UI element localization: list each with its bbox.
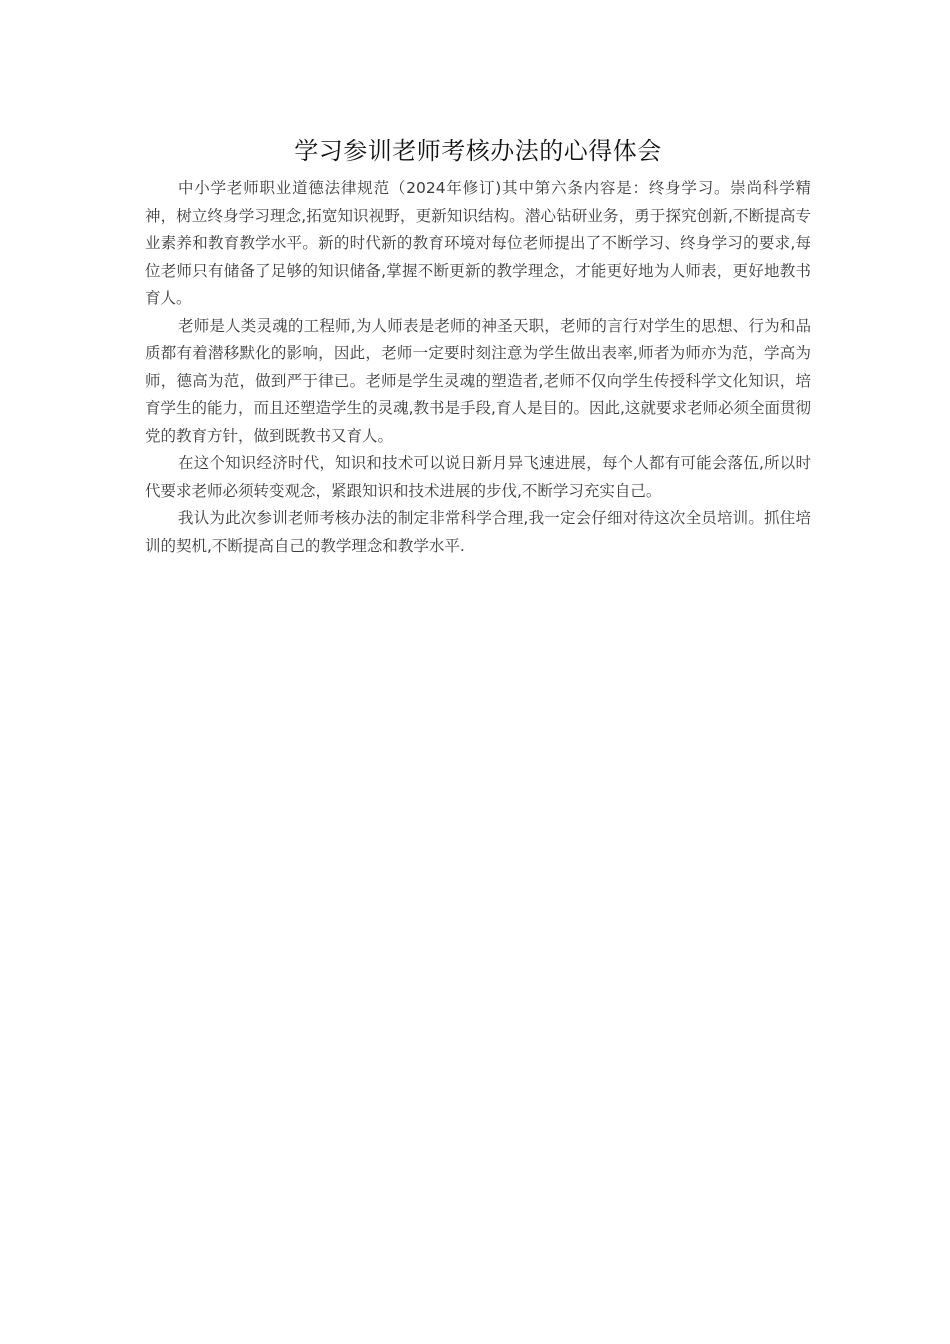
paragraph-2: 老师是人类灵魂的工程师,为人师表是老师的神圣天职，老师的言行对学生的思想、行为和品质都有着潜移默化的影响，因此，老师一定要时刻注意为学生做出表率,师者为师亦为范，学高为师，德高为范，做到严于律已。老师是学生灵魂的塑造者,老师不仅向学生传授科学文化知识，培育学生的能力，而且还塑造学生的灵魂,教书是手段,育人是目的。因此,这就要求老师必须全面贯彻党的教育方针，做到既教书又育人。 [145,316,811,445]
paragraph-4: 我认为此次参训老师考核办法的制定非常科学合理,我一定会仔细对待这次全员培训。抓住培训的契机,不断提高自己的教学理念和教学水平. [145,509,811,555]
document-body [145,133,811,560]
paragraph-1: 中小学老师职业道德法律规范（2024年修订)其中第六条内容是：终身学习。崇尚科学精神，树立终身学习理念,拓宽知识视野，更新知识结构。潜心钻研业务，勇于探究创新,不断提高专业素养和教育教学水平。新的时代新的教育环境对每位老师提出了不断学习、终身学习的要求,每位老师只有储备了足够的知识储备,掌握不断更新的教学理念，才能更好地为人师表，更好地教书育人。 [145,179,811,307]
paragraph-3: 在这个知识经济时代，知识和技术可以说日新月异飞速进展，每个人都有可能会落伍,所以时代要求老师必须转变观念，紧跟知识和技术进展的步伐,不断学习充实自己。 [145,454,811,500]
document-title: 学习参训老师考核办法的心得体会 [294,137,662,165]
